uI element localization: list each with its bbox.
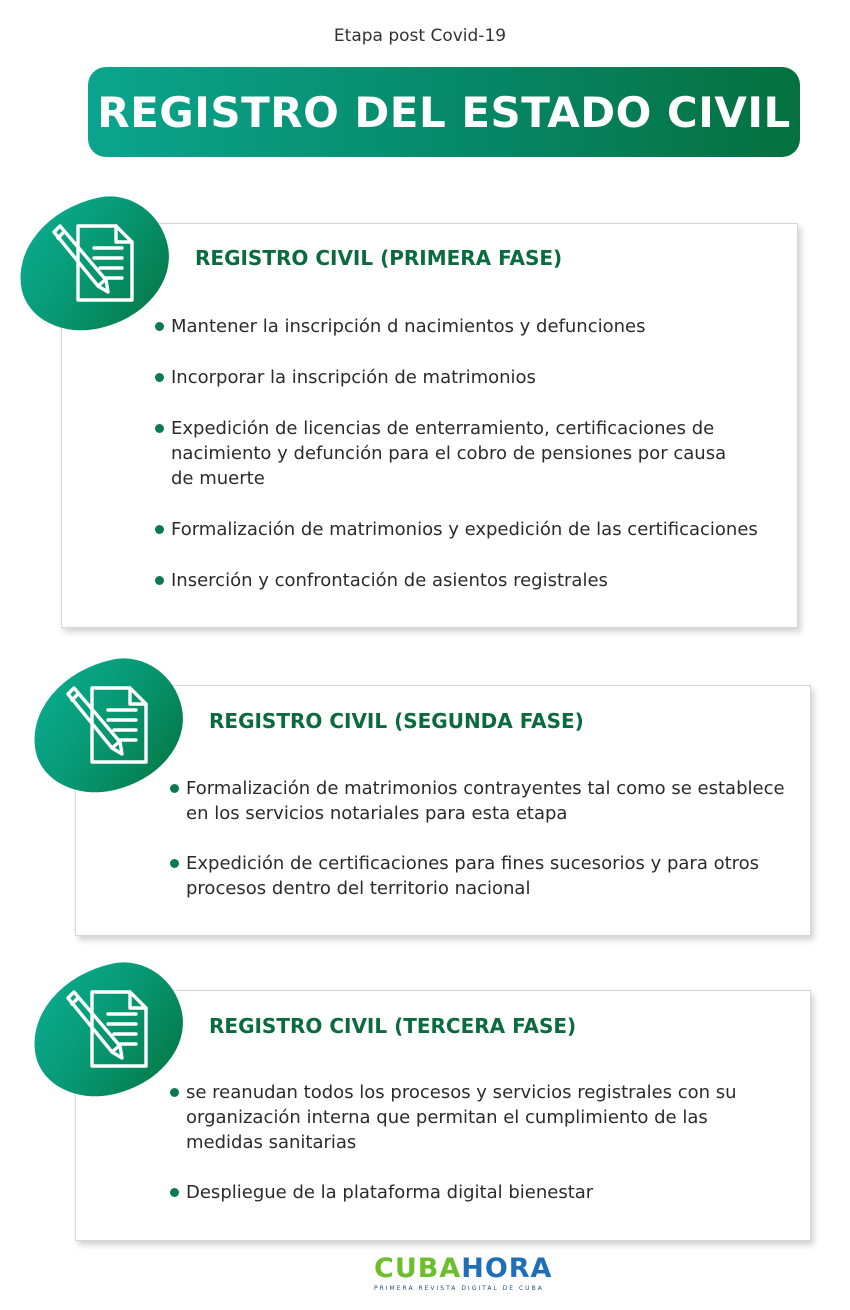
list-item: se reanudan todos los procesos y servicios registrales con su organización interna que permitan el cumplimiento de las medidas sanitarias <box>170 1080 770 1155</box>
bullet-icon <box>155 373 164 382</box>
section-heading: REGISTRO CIVIL (TERCERA FASE) <box>209 1014 577 1038</box>
section-heading: REGISTRO CIVIL (PRIMERA FASE) <box>195 246 563 270</box>
document-pencil-icon <box>58 980 154 1076</box>
list-item: Formalización de matrimonios contrayentes tal como se establece en los servicios notariales para esta etapa <box>170 776 795 826</box>
list-item: Formalización de matrimonios y expedición de las certificaciones <box>155 517 780 542</box>
list-item: Incorporar la inscripción de matrimonios <box>155 365 780 390</box>
section-heading: REGISTRO CIVIL (SEGUNDA FASE) <box>209 709 584 733</box>
list-item: Despliegue de la plataforma digital bienestar <box>170 1180 770 1205</box>
bullet-icon <box>170 859 179 868</box>
title-banner <box>88 67 800 157</box>
logo-wordmark: CUBAHORA <box>374 1253 553 1284</box>
page-subtitle: Etapa post Covid-19 <box>333 26 507 46</box>
bullet-icon <box>170 784 179 793</box>
document-pencil-icon <box>58 676 154 772</box>
document-pencil-icon <box>44 214 140 310</box>
bullet-icon <box>170 1088 179 1097</box>
logo-tagline: PRIMERA REVISTA DIGITAL DE CUBA <box>374 1285 544 1292</box>
bullet-icon <box>155 576 164 585</box>
list-item: Expedición de licencias de enterramiento, certificaciones de nacimiento y defunción para el cobro de pensiones por causa de muerte <box>155 416 746 491</box>
section-item-list <box>170 1080 770 1205</box>
list-item: Expedición de certificaciones para fines sucesorios y para otros procesos dentro del territorio nacional <box>170 851 795 901</box>
list-item: Mantener la inscripción d nacimientos y defunciones <box>155 314 780 339</box>
bullet-icon <box>155 322 164 331</box>
cubahora-logo <box>374 1253 553 1292</box>
list-item: Inserción y confrontación de asientos registrales <box>155 568 780 593</box>
bullet-icon <box>155 424 164 433</box>
bullet-icon <box>170 1188 179 1197</box>
page-title: REGISTRO DEL ESTADO CIVIL <box>97 87 791 137</box>
section-item-list <box>170 776 795 901</box>
bullet-icon <box>155 525 164 534</box>
section-item-list <box>155 314 780 593</box>
